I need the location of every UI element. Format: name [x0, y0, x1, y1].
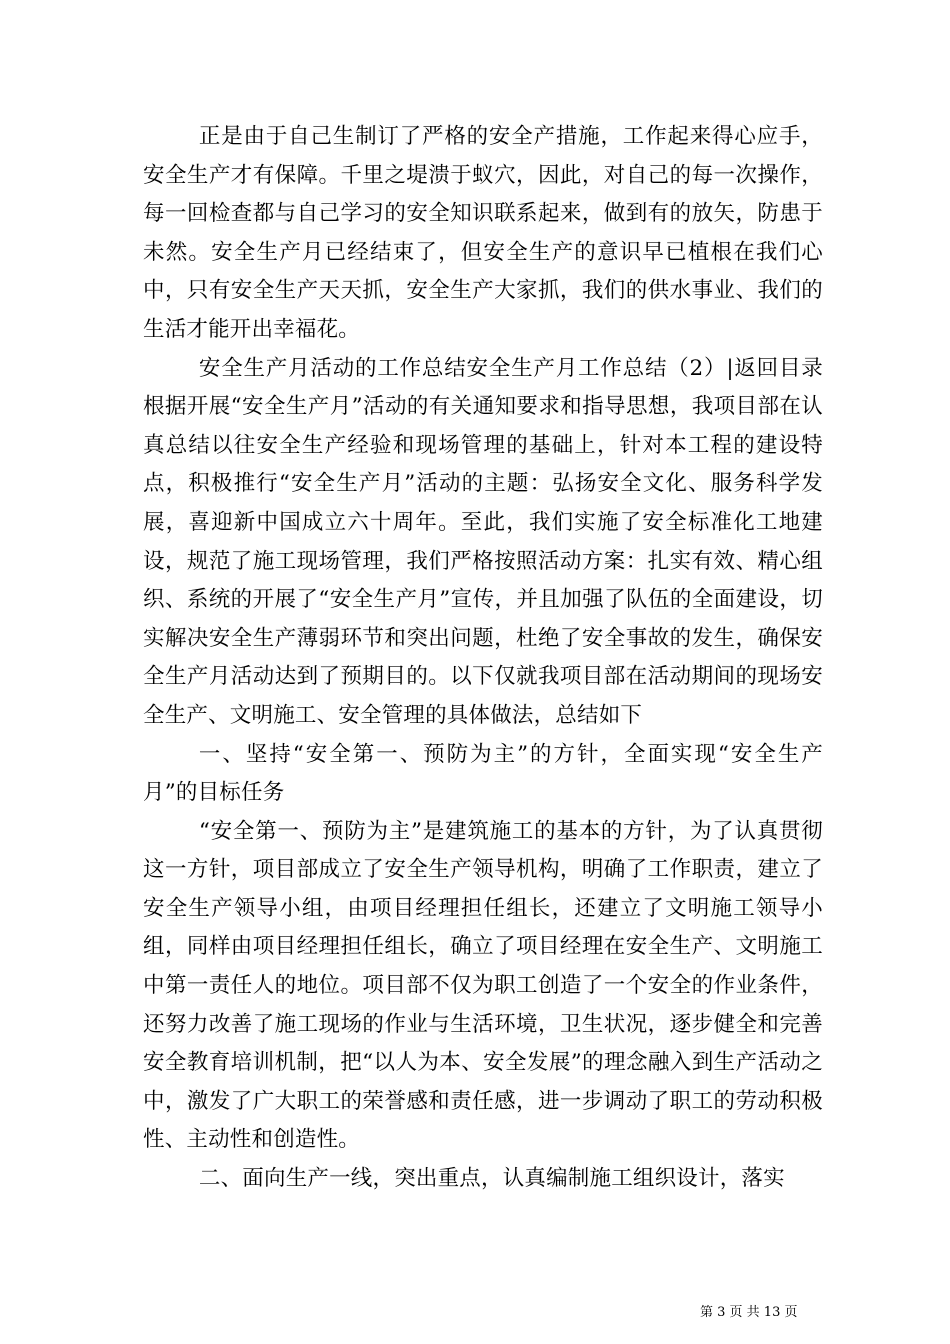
document-body: [143, 118, 823, 1199]
section-heading-two: 二、面向生产一线，突出重点，认真编制施工组织设计，落实: [198, 1166, 785, 1192]
page-number: 第 3 页 共 13 页: [700, 1305, 798, 1320]
paragraph-safety-first: “安全第一、预防为主”是建筑施工的基本的方针，为了认真贯彻这一方针，项目部成立了安全生产领导机构，明确了工作职责，建立了安全生产领导小组，由项目经理担任组长，还建立了文明施工领导小组，同样由项目经理担任组长，确立了项目经理在安全生产、文明施工中第一责任人的地位。项目部不仅为职工创造了一个安全的作业条件，还努力改善了施工现场的作业与生活环境，卫生状况，逐步健全和完善安全教育培训机制，把“以人为本、安全发展”的理念融入到生产活动之中，激发了广大职工的荣誉感和责任感，进一步调动了职工的劳动积极性、主动性和创造性。: [143, 818, 823, 1153]
paragraph-summary-intro: 安全生产月活动的工作总结安全生产月工作总结（2）|返回目录根据开展“安全生产月”活动的有关通知要求和指导思想，我项目部在认真总结以往安全生产经验和现场管理的基础上，针对本工程的建设特点，积极推行“安全生产月”活动的主题：弘扬安全文化、服务科学发展，喜迎新中国成立六十周年。至此，我们实施了安全标准化工地建设，规范了施工现场管理，我们严格按照活动方案：扎实有效、精心组织、系统的开展了“安全生产月”宣传，并且加强了队伍的全面建设，切实解决安全生产薄弱环节和突出问题，杜绝了安全事故的发生，确保安全生产月活动达到了预期目的。以下仅就我项目部在活动期间的现场安全生产、文明施工、安全管理的具体做法，总结如下: [143, 355, 823, 728]
paragraph-safety-measures: 正是由于自己生制订了严格的安全产措施，工作起来得心应手，安全生产才有保障。千里之堤溃于蚁穴，因此，对自己的每一次操作，每一回检查都与自己学习的安全知识联系起来，做到有的放矢，防患于未然。安全生产月已经结束了，但安全生产的意识早已植根在我们心中，只有安全生产天天抓，安全生产大家抓，我们的供水事业、我们的生活才能开出幸福花。: [143, 124, 823, 342]
section-heading-one: 一、坚持“安全第一、预防为主”的方针，全面实现“安全生产月”的目标任务: [143, 741, 823, 806]
